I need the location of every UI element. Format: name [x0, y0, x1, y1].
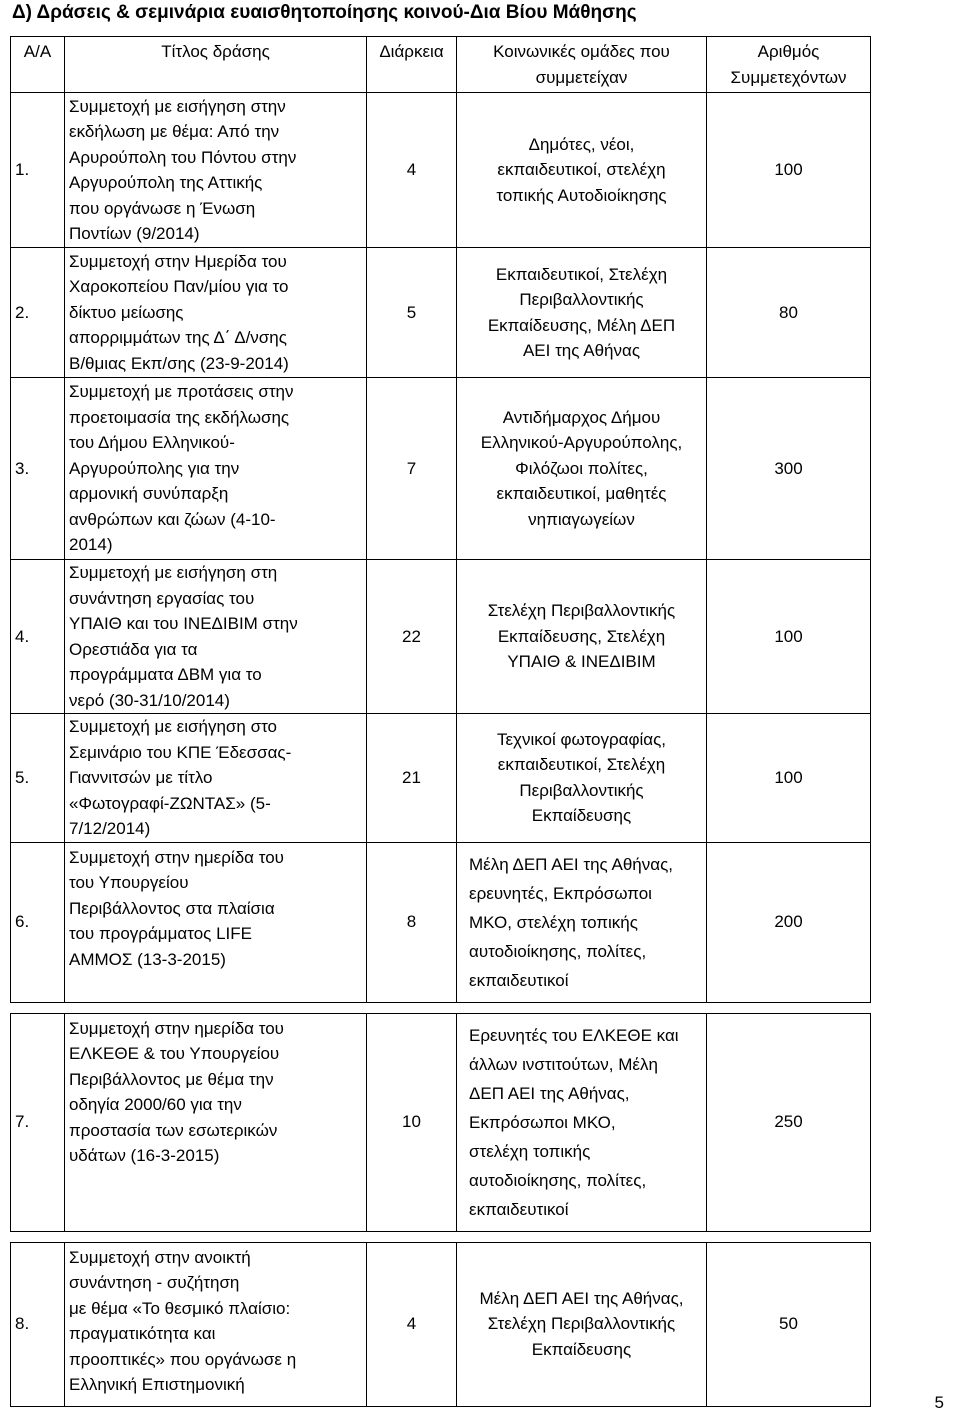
table-gap	[11, 1002, 871, 1013]
table-gap-cell	[11, 1002, 871, 1013]
row-count: 80	[707, 248, 871, 378]
page-number: 5	[934, 1393, 944, 1412]
table-row	[11, 1242, 871, 1406]
row-num: 2.	[11, 248, 65, 378]
row-num: 3.	[11, 378, 65, 560]
row-title: Συμμετοχή στην ανοικτή συνάντηση - συζήτηση με θέμα «Το θεσμικό πλαίσιο: πραγματικότητα και προοπτικές» που οργάνωσε η Ελληνική Επιστημονική	[65, 1242, 367, 1406]
table-header-row	[11, 37, 871, 93]
row-title: Συμμετοχή με εισήγηση στην εκδήλωση με θέμα: Από την Αρυρούπολη του Πόντου στην Αργυρούπολη της Αττικής που οργάνωσε η Ένωση Ποντίων (9/2014)	[65, 93, 367, 248]
row-duration: 7	[367, 378, 457, 560]
row-groups: Τεχνικοί φωτογραφίας, εκπαιδευτικοί, Στελέχη Περιβαλλοντικής Εκπαίδευσης	[457, 714, 707, 843]
row-duration: 21	[367, 714, 457, 843]
table-row	[11, 714, 871, 843]
row-count: 50	[707, 1242, 871, 1406]
row-num: 6.	[11, 842, 65, 1002]
row-num: 7.	[11, 1013, 65, 1231]
table-row	[11, 378, 871, 560]
header-num: Α/Α	[11, 37, 65, 93]
activities-table	[10, 36, 871, 1407]
row-title: Συμμετοχή στην ημερίδα του ΕΛΚΕΘΕ & του Υπουργείου Περιβάλλοντος με θέμα την οδηγία 2000/60 για την προστασία των εσωτερικών υδάτων (16-3-2015)	[65, 1013, 367, 1231]
row-groups: Μέλη ΔΕΠ ΑΕΙ της Αθήνας, Στελέχη Περιβαλλοντικής Εκπαίδευσης	[457, 1242, 707, 1406]
row-count: 250	[707, 1013, 871, 1231]
row-title: Συμμετοχή με προτάσεις στην προετοιμασία της εκδήλωσης του Δήμου Ελληνικού- Αργυρούπολης για την αρμονική συνύπαρξη ανθρώπων και ζώων (4-10- 2014)	[65, 378, 367, 560]
header-title: Τίτλος δράσης	[65, 37, 367, 93]
row-groups: Ερευνητές του ΕΛΚΕΘΕ και άλλων ινστιτούτων, Μέλη ΔΕΠ ΑΕΙ της Αθήνας, Εκπρόσωποι ΜΚΟ, στελέχη τοπικής αυτοδιοίκησης, πολίτες, εκπαιδευτικοί	[457, 1013, 707, 1231]
table-row	[11, 842, 871, 1002]
row-num: 4.	[11, 560, 65, 714]
row-duration: 22	[367, 560, 457, 714]
row-duration: 4	[367, 1242, 457, 1406]
header-duration: Διάρκεια	[367, 37, 457, 93]
row-num: 8.	[11, 1242, 65, 1406]
row-duration: 5	[367, 248, 457, 378]
row-count: 100	[707, 93, 871, 248]
table-gap-cell	[11, 1231, 871, 1242]
row-title: Συμμετοχή με εισήγηση στη συνάντηση εργασίας του ΥΠΑΙΘ και του ΙΝΕΔΙΒΙΜ στην Ορεστιάδα για τα προγράμματα ΔΒΜ για το νερό (30-31/10/2014)	[65, 560, 367, 714]
row-count: 100	[707, 560, 871, 714]
row-count: 300	[707, 378, 871, 560]
table-row	[11, 248, 871, 378]
row-title: Συμμετοχή με εισήγηση στο Σεμινάριο του ΚΠΕ Έδεσσας- Γιαννιτσών με τίτλο «Φωτογραφί-ΖΩΝΤΑΣ» (5- 7/12/2014)	[65, 714, 367, 843]
row-duration: 10	[367, 1013, 457, 1231]
row-duration: 8	[367, 842, 457, 1002]
row-count: 100	[707, 714, 871, 843]
table-row	[11, 560, 871, 714]
table-row	[11, 1013, 871, 1231]
header-groups: Κοινωνικές ομάδες που συμμετείχαν	[457, 37, 707, 93]
row-groups: Μέλη ΔΕΠ ΑΕΙ της Αθήνας, ερευνητές, Εκπρόσωποι ΜΚΟ, στελέχη τοπικής αυτοδιοίκησης, πολίτες, εκπαιδευτικοί	[457, 842, 707, 1002]
row-num: 5.	[11, 714, 65, 843]
row-groups: Δημότες, νέοι, εκπαιδευτικοί, στελέχη τοπικής Αυτοδιοίκησης	[457, 93, 707, 248]
section-heading: Δ) Δράσεις & σεμινάρια ευαισθητοποίησης κοινού-Δια Βίου Μάθησης	[12, 2, 637, 23]
row-duration: 4	[367, 93, 457, 248]
row-title: Συμμετοχή στην ημερίδα του του Υπουργείου Περιβάλλοντος στα πλαίσια του προγράμματος LIFE ΑΜΜΟΣ (13-3-2015)	[65, 842, 367, 1002]
table-gap	[11, 1231, 871, 1242]
row-title: Συμμετοχή στην Ημερίδα του Χαροκοπείου Παν/μίου για το δίκτυο μείωσης απορριμμάτων της Δ΄ Δ/νσης Β/θμιας Εκπ/σης (23-9-2014)	[65, 248, 367, 378]
row-num: 1.	[11, 93, 65, 248]
row-groups: Αντιδήμαρχος Δήμου Ελληνικού-Αργυρούπολης, Φιλόζωοι πολίτες, εκπαιδευτικοί, μαθητές νηπιαγωγείων	[457, 378, 707, 560]
row-groups: Εκπαιδευτικοί, Στελέχη Περιβαλλοντικής Εκπαίδευσης, Μέλη ΔΕΠ ΑΕΙ της Αθήνας	[457, 248, 707, 378]
row-groups: Στελέχη Περιβαλλοντικής Εκπαίδευσης, Στελέχη ΥΠΑΙΘ & ΙΝΕΔΙΒΙΜ	[457, 560, 707, 714]
table-row	[11, 93, 871, 248]
header-count: Αριθμός Συμμετεχόντων	[707, 37, 871, 93]
row-count: 200	[707, 842, 871, 1002]
